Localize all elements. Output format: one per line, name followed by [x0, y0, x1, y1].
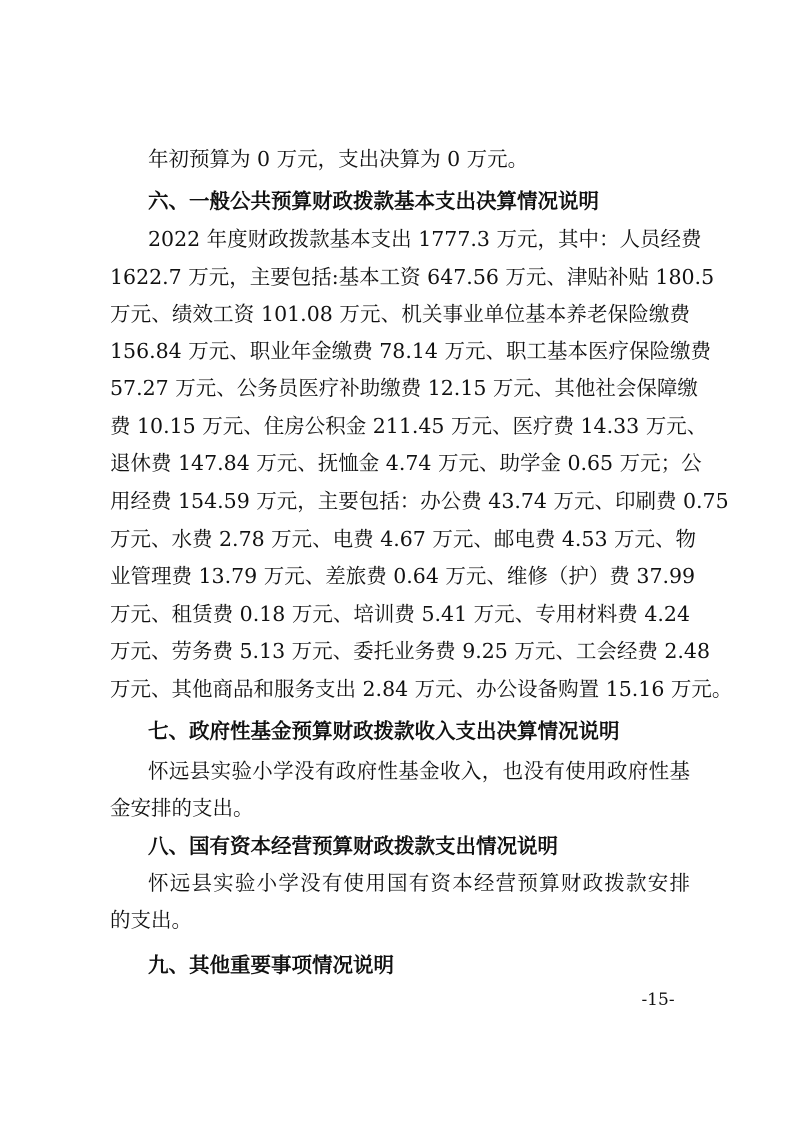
page-number: -15- [641, 990, 675, 1010]
paragraph-line: 费 10.15 万元、住房公积金 211.45 万元、医疗费 14.33 万元、 [110, 414, 708, 438]
paragraph-line: 用经费 154.59 万元，主要包括：办公费 43.74 万元、印刷费 0.75 [110, 489, 729, 513]
paragraph-line: 1622.7 万元，主要包括:基本工资 647.56 万元、津贴补贴 180.5 [110, 265, 715, 289]
paragraph-line: 的支出。 [110, 908, 192, 932]
paragraph-line: 万元、绩效工资 101.08 万元、机关事业单位基本养老保险缴费 [110, 302, 690, 326]
paragraph-line: 万元、劳务费 5.13 万元、委托业务费 9.25 万元、工会经费 2.48 [110, 639, 711, 663]
paragraph-line: 2022 年度财政拨款基本支出 1777.3 万元，其中：人员经费 [148, 227, 702, 251]
paragraph-line: 业管理费 13.79 万元、差旅费 0.64 万元、维修（护）费 37.99 [110, 564, 696, 588]
paragraph-line: 金安排的支出。 [110, 796, 254, 820]
paragraph-line: 万元、水费 2.78 万元、电费 4.67 万元、邮电费 4.53 万元、物 [110, 527, 697, 551]
paragraph-line: 57.27 万元、公务员医疗补助缴费 12.15 万元、其他社会保障缴 [110, 376, 698, 400]
section-heading-7: 七、政府性基金预算财政拨款收入支出决算情况说明 [148, 719, 620, 743]
section-heading-8: 八、国有资本经营预算财政拨款支出情况说明 [148, 834, 558, 858]
paragraph-line: 怀远县实验小学没有使用国有资本经营预算财政拨款安排 [148, 871, 690, 895]
paragraph-line: 万元、租赁费 0.18 万元、培训费 5.41 万元、专用材料费 4.24 [110, 602, 690, 626]
paragraph-line: 156.84 万元、职业年金缴费 78.14 万元、职工基本医疗保险缴费 [110, 339, 711, 363]
paragraph-line: 年初预算为 0 万元，支出决算为 0 万元。 [148, 147, 529, 171]
paragraph-line: 怀远县实验小学没有政府性基金收入，也没有使用政府性基 [148, 759, 690, 783]
section-heading-9: 九、其他重要事项情况说明 [148, 953, 394, 977]
paragraph-line: 退休费 147.84 万元、抚恤金 4.74 万元、助学金 0.65 万元；公 [110, 451, 702, 475]
paragraph-line: 万元、其他商品和服务支出 2.84 万元、办公设备购置 15.16 万元。 [110, 677, 733, 701]
section-heading-6: 六、一般公共预算财政拨款基本支出决算情况说明 [148, 189, 599, 213]
